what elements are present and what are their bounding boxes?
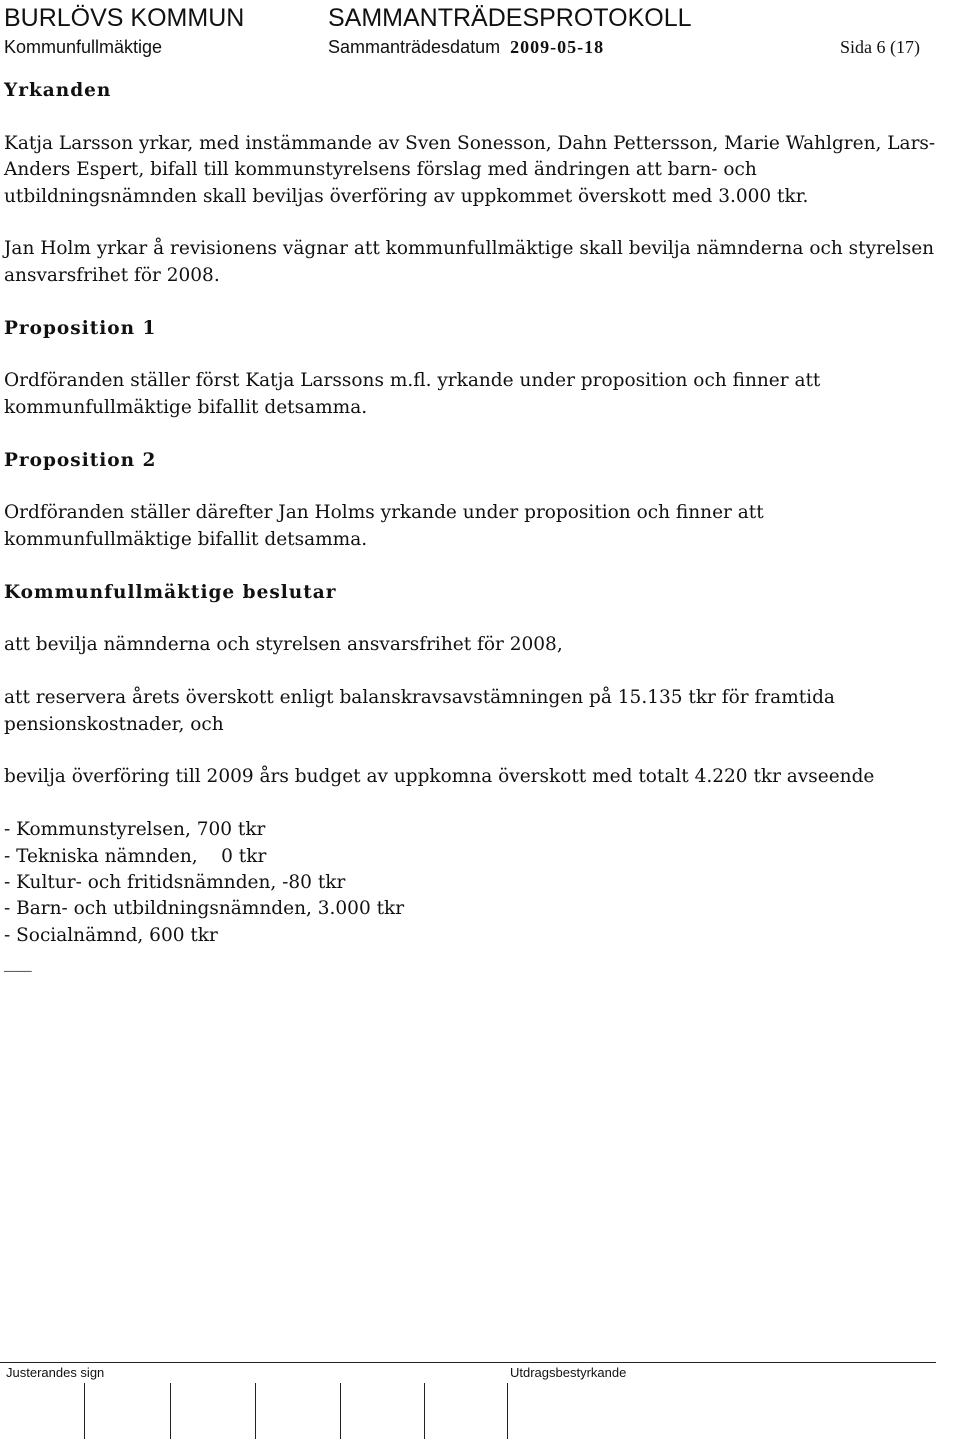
signature-box-divider [340,1383,341,1439]
list-item: - Barn- och utbildningsnämnden, 3.000 tkr [4,898,405,920]
list-item: - Kommunstyrelsen, 700 tkr [4,819,266,841]
assembly-name: Kommunfullmäktige [4,37,163,57]
signature-box-divider [170,1383,171,1439]
organization-name: BURLÖVS KOMMUN [4,4,245,32]
yrkande-jan-holm: Jan Holm yrkar å revisionens vägnar att kommunfullmäktige skall bevilja nämnderna och styrelsen ansvarsfrihet för 2008. [4,238,935,286]
beslut-overforing: bevilja överföring till 2009 års budget av uppkomna överskott med totalt 4.220 tkr avseende [4,766,875,788]
date-label: Sammanträdesdatum [328,37,501,57]
signature-box-divider [507,1383,508,1439]
heading-yrkanden: Yrkanden [4,80,112,101]
page-number: Sida 6 (17) [840,37,920,57]
yrkande-katja-larsson: Katja Larsson yrkar, med instämmande av Sven Sonesson, Dahn Pettersson, Marie Wahlgren, Lars- Anders Espert, bifall till kommunstyrelsens förslag med ändringen att barn- och utbildningsnämnden skall beviljas överföring av uppkommet överskott med 3.000 tkr. [4,132,936,207]
heading-proposition-1: Proposition 1 [4,317,157,339]
list-item: - Socialnämnd, 600 tkr [4,924,218,946]
proposition-1-text: Ordföranden ställer först Katja Larssons m.fl. yrkande under proposition och finner att kommunfullmäktige bifallit detsamma. [4,370,821,418]
justerandes-sign-label: Justerandes sign [6,1365,105,1380]
document-body [4,78,944,976]
heading-beslut: Kommunfullmäktige beslutar [4,581,337,603]
beslut-reservera: att reservera årets överskott enligt balanskravsavstämningen på 15.135 tkr för framtida pensionskostnader, och [4,687,835,735]
end-mark: ___ [4,951,32,973]
document-type: SAMMANTRÄDESPROTOKOLL [328,4,692,32]
signature-box-divider [255,1383,256,1439]
list-item: - Tekniska nämnden, 0 tkr [4,845,267,867]
utdragsbestyrkande-label: Utdragsbestyrkande [510,1365,627,1380]
signature-box-divider [84,1383,85,1439]
meeting-date [328,36,604,58]
date-value: 2009-05-18 [510,37,605,57]
proposition-2-text: Ordföranden ställer därefter Jan Holms yrkande under proposition och finner att kommunfullmäktige bifallit detsamma. [4,502,764,550]
footer-divider [0,1362,936,1363]
list-item: - Kultur- och fritidsnämnden, -80 tkr [4,872,346,894]
signature-box-divider [424,1383,425,1439]
heading-proposition-2: Proposition 2 [4,449,157,471]
beslut-ansvarsfrihet: att bevilja nämnderna och styrelsen ansvarsfrihet för 2008, [4,634,563,656]
